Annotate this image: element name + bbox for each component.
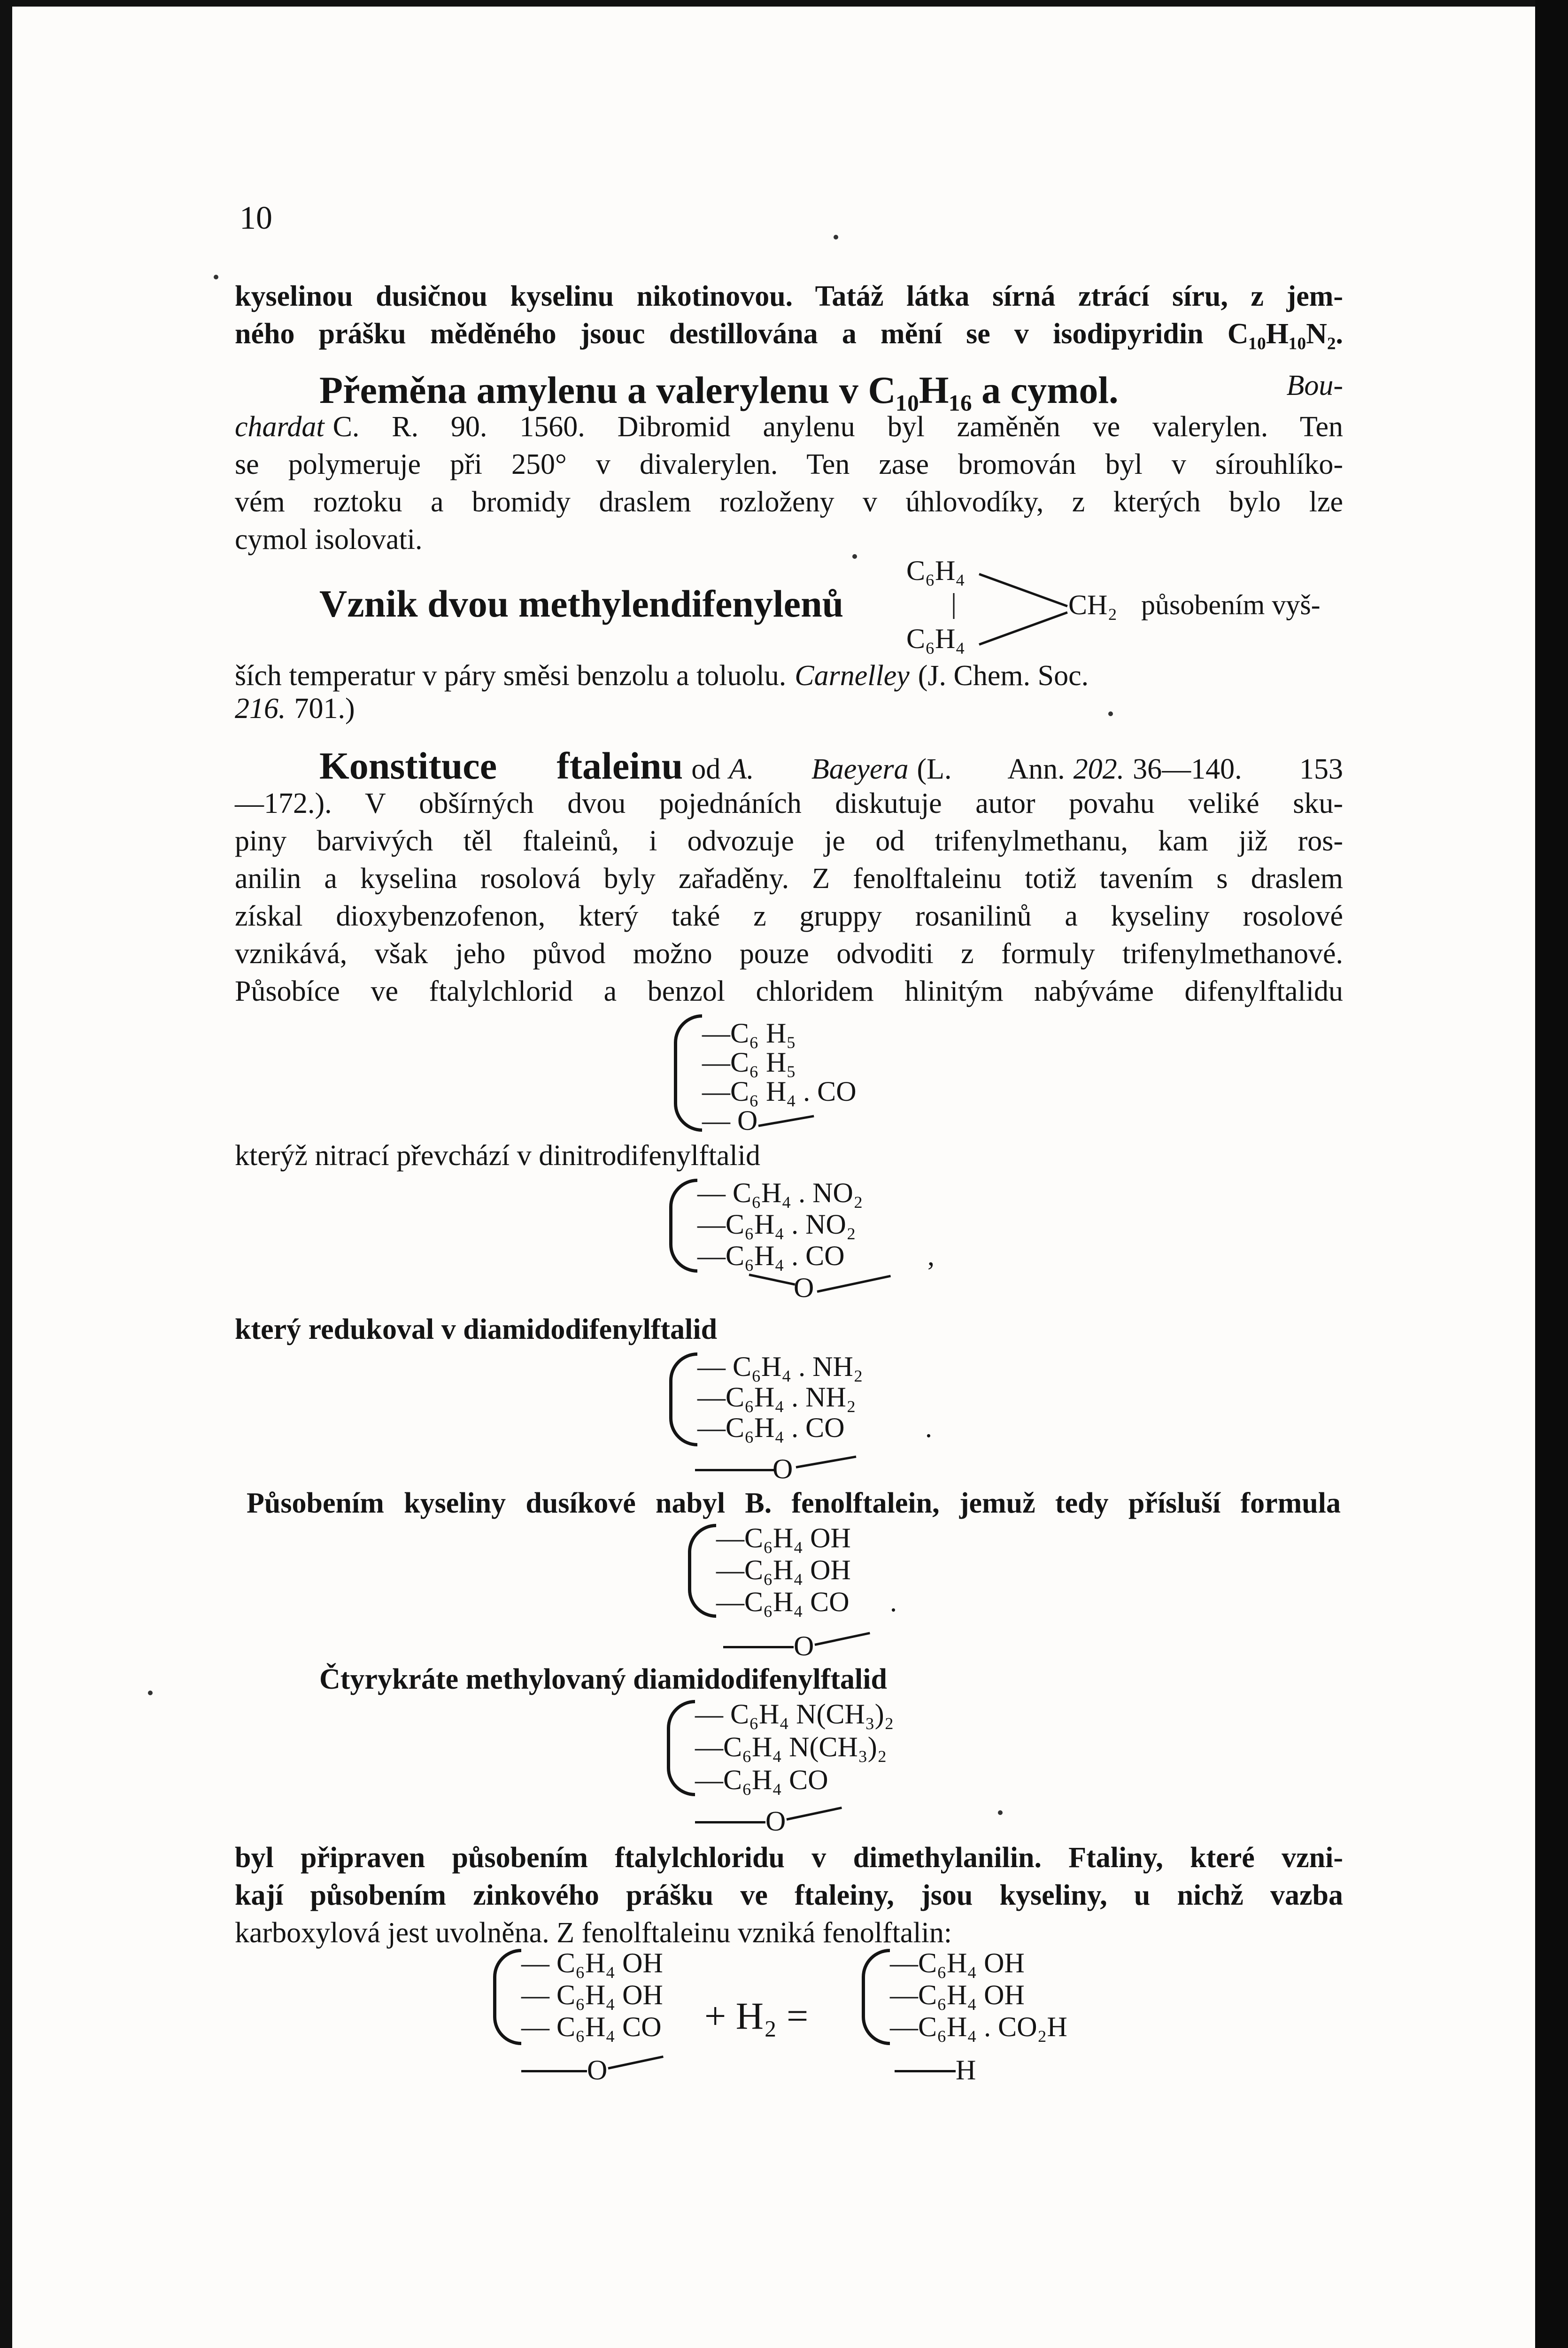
formula-text: —C₆ H₅ (702, 1047, 796, 1078)
formula-text: —C₆H₄ OH (890, 1947, 1025, 1978)
formula-text: —C₆H₄ . NH₂ (697, 1382, 856, 1413)
punctuation: , (927, 1240, 935, 1271)
author-name: Bou- (1286, 370, 1343, 402)
text-line (235, 412, 1343, 441)
formula-bracket (688, 1524, 716, 1618)
formula-text: —C₆H₄ CO (695, 1764, 828, 1795)
formula-text: —C₆ H₄ . CO (702, 1076, 857, 1107)
text-line: anilin a kyselina rosolová byly zařaděny. Z fenolftaleinu totiž tavením s draslem (235, 863, 1343, 895)
formula-text: — C₆H₄ OH (521, 1979, 663, 2010)
formula-bracket (669, 1352, 697, 1446)
formula-text: | (951, 588, 957, 619)
bond-line (979, 573, 1068, 607)
formula-text: —C₆H₄ . CO₂H (890, 2011, 1067, 2042)
section-heading: Přeměna amylenu a valerylenu v C₁₀H₁₆ a cymol. (319, 369, 1119, 411)
bond-line (749, 1274, 795, 1286)
formula-bracket (674, 1014, 702, 1132)
formula-text: CH₂ (1068, 589, 1118, 620)
formula-text: — O (702, 1105, 758, 1136)
text-line: vém roztoku a bromidy draslem rozloženy v úhlovodíky, z kterých bylo lze (235, 486, 1343, 518)
formula-text: — C₆H₄ CO (521, 2011, 662, 2042)
text-line: kyselinou dusičnou kyselinu nikotinovou. Tatáž látka sírná ztrácí síru, z jem- (235, 280, 1343, 312)
bond-line (758, 1115, 814, 1127)
bond-line (817, 1275, 891, 1293)
text-line: který redukoval v diamidodifenylftalid (235, 1313, 718, 1345)
punctuation: . (890, 1586, 897, 1617)
formula-text: O (765, 1806, 786, 1837)
formula-text: O (794, 1630, 814, 1661)
formula-text: C₆H₄ (906, 555, 966, 586)
text-line: kterýž nitrací převchází v dinitrodifenylftalid (235, 1140, 760, 1172)
bond-line (786, 1807, 842, 1821)
formula-text: —C₆H₄ . CO (697, 1240, 845, 1271)
reference-volume: 202. (1073, 753, 1125, 785)
author-name: Carnelley (795, 660, 910, 692)
bond-line (521, 2070, 587, 2072)
text-span: od (691, 753, 721, 785)
formula-text: O (794, 1272, 814, 1303)
bond-line (979, 611, 1068, 646)
text-line: vznikává, však jeho původ možno pouze odvoditi z formuly trifenylmethanové. (235, 938, 1343, 970)
text-line: cymol isolovati. (235, 524, 423, 556)
bond-line (895, 2070, 956, 2072)
formula-bracket (669, 1179, 697, 1273)
reference: (J. Chem. Soc. (918, 660, 1089, 692)
formula-text: C₆H₄ (906, 623, 966, 654)
scan-speck (148, 1691, 153, 1695)
scan-border-top (0, 0, 1568, 7)
text-line (235, 694, 355, 723)
formula-text: — C₆H₄ N(CH₃)₂ (695, 1699, 894, 1730)
reference: (L. Ann. (917, 753, 1065, 785)
formula-text: —C₆ H₅ (702, 1018, 796, 1049)
formula-text: —C₆H₄ OH (716, 1554, 851, 1585)
formula-text: — C₆H₄ . NH₂ (697, 1351, 863, 1382)
formula-text: —C₆H₄ OH (890, 1979, 1025, 2010)
text-line: piny barvivých těl ftaleinů, i odvozuje je od trifenylmethanu, kam již ros- (235, 825, 1343, 857)
formula-text: — C₆H₄ OH (521, 1947, 663, 1978)
scan-border-right (1535, 0, 1568, 2348)
bond-line (723, 1646, 794, 1648)
text-line (235, 661, 1343, 690)
author-name: A. Baeyera (729, 753, 909, 785)
text-line: ného prášku měděného jsouc destillována a mění se v isodipyridin C₁₀H₁₀N₂. (235, 318, 1343, 350)
formula-bracket (862, 1949, 890, 2045)
formula-bracket (667, 1700, 695, 1796)
bond-line (695, 1821, 765, 1823)
formula-bracket (493, 1949, 521, 2045)
text-line: získal dioxybenzofenon, který také z gruppy rosanilinů a kyseliny rosolové (235, 900, 1343, 932)
page-number: 10 (239, 200, 272, 236)
section-heading: Vznik dvou methylendifenylenů (319, 582, 844, 625)
text-line: byl připraven působením ftalylchloridu v dimethylanilin. Ftaliny, které vzni- (235, 1842, 1343, 1874)
author-name: chardat (235, 411, 324, 443)
bond-line (695, 1469, 775, 1471)
scan-speck (1108, 711, 1113, 716)
section-heading: Konstituce ftaleinu (319, 744, 683, 787)
text-line: Čtyrykráte methylovaný diamidodifenylftalid (319, 1663, 887, 1695)
formula-text: —C₆H₄ . NO₂ (697, 1209, 856, 1240)
formula-text: O (587, 2054, 608, 2085)
formula-text: —C₆H₄ CO (716, 1586, 850, 1617)
scan-speck (214, 275, 218, 279)
scan-border-left (0, 0, 12, 2348)
scan-speck (834, 235, 838, 239)
scan-speck (998, 1810, 1003, 1815)
text-line: Působením kyseliny dusíkové nabyl B. fenolftalein, jemuž tedy přísluší formula (247, 1487, 1341, 1519)
text-span: ších temperatur v páry směsi benzolu a toluolu. (235, 660, 787, 692)
text-line: se polymeruje při 250° v divalerylen. Ten zase bromován byl v sírouhlíko- (235, 448, 1343, 480)
reference-volume: 216. (235, 693, 286, 725)
text-line: karboxylová jest uvolněna. Z fenolftaleinu vzniká fenolftalin: (235, 1917, 952, 1949)
formula-text: —C₆H₄ OH (716, 1522, 851, 1553)
bond-line (796, 1455, 857, 1468)
text-line: —172.). V obšírných dvou pojednáních diskutuje autor povahu veliké sku- (235, 788, 1343, 819)
text-line: kají působením zinkového prášku ve ftaleiny, jsou kyseliny, u nichž vazba (235, 1879, 1343, 1911)
bond-line (814, 1632, 870, 1646)
formula-text: —C₆H₄ N(CH₃)₂ (695, 1731, 887, 1762)
reference: 701.) (294, 693, 355, 725)
section-heading-line (319, 371, 1343, 409)
text-line: Působíce ve ftalylchlorid a benzol chloridem hlinitým nabýváme difenylftalidu (235, 975, 1343, 1007)
reference: 36—140. 153 (1133, 753, 1343, 785)
punctuation: . (925, 1412, 932, 1443)
formula-text: O (772, 1453, 793, 1484)
section-heading-line (319, 744, 1343, 787)
bond-line (608, 2055, 663, 2070)
formula-text: H (956, 2054, 976, 2085)
scan-speck (852, 554, 857, 559)
equation-operator: + H₂ = (704, 1994, 809, 2037)
formula-text: — C₆H₄ . NO₂ (697, 1177, 863, 1208)
formula-text: —C₆H₄ . CO (697, 1412, 845, 1443)
text-span: C. R. 90. 1560. Dibromid anylenu byl zaměněn ve valerylen. Ten (332, 411, 1343, 443)
text-span: působením vyš- (1141, 589, 1321, 620)
